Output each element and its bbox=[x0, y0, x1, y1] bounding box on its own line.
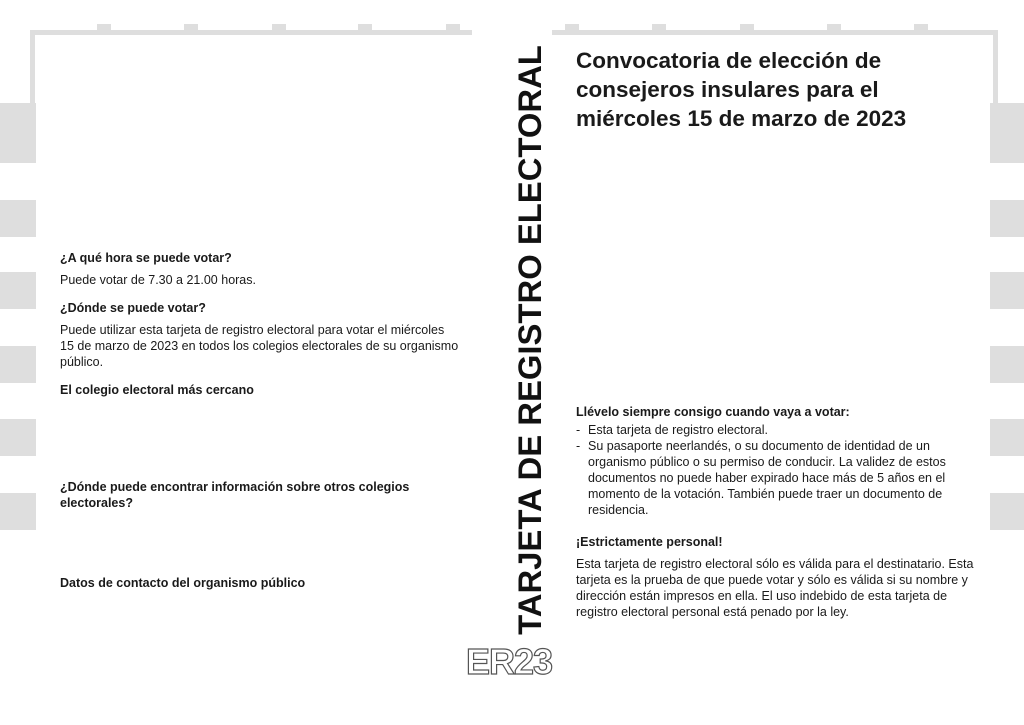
frame-left-edge bbox=[30, 30, 35, 108]
side-tab-left bbox=[0, 200, 36, 237]
voting-place-answer: Puede utilizar esta tarjeta de registro electoral para votar el miércoles 15 de marzo de 2023 en todos los colegios electorales de su organismo público. bbox=[60, 323, 459, 369]
requirements-section bbox=[576, 404, 976, 620]
contact-details-heading: Datos de contacto del organismo público bbox=[60, 576, 306, 590]
side-tab-right bbox=[990, 346, 1024, 383]
personal-heading: ¡Estrictamente personal! bbox=[576, 535, 723, 549]
card-code: ER23 bbox=[466, 641, 553, 682]
frame-tick bbox=[184, 24, 198, 32]
frame-top-right bbox=[552, 30, 998, 35]
card-spine-title: TARJETA DE REGISTRO ELECTORAL bbox=[511, 45, 548, 635]
carry-list bbox=[576, 422, 976, 518]
frame-tick bbox=[914, 24, 928, 32]
side-tab-left bbox=[0, 346, 36, 383]
frame-tick bbox=[740, 24, 754, 32]
voting-info-section bbox=[60, 250, 460, 591]
nearest-polling-station-heading: El colegio electoral más cercano bbox=[60, 383, 254, 397]
carry-heading: Llévelo siempre consigo cuando vaya a votar: bbox=[576, 405, 850, 419]
side-tab-left bbox=[0, 103, 36, 163]
voting-hours-answer: Puede votar de 7.30 a 21.00 horas. bbox=[60, 273, 256, 287]
frame-tick bbox=[652, 24, 666, 32]
election-title: Convocatoria de elección de consejeros insulares para el miércoles 15 de marzo de 2023 bbox=[576, 48, 907, 131]
side-tab-left bbox=[0, 272, 36, 309]
voting-hours-question: ¿A qué hora se puede votar? bbox=[60, 251, 232, 265]
side-tab-right bbox=[990, 419, 1024, 456]
list-item: - Su pasaporte neerlandés, o su documento de identidad de un organismo público o su permiso de conducir. La validez de estos documentos no puede haber expirado hace más de 5 años en el momento de la votación. También puede traer un documento de residencia. bbox=[576, 438, 976, 518]
frame-right-edge bbox=[993, 30, 998, 108]
frame-tick bbox=[97, 24, 111, 32]
list-item: - Esta tarjeta de registro electoral. bbox=[576, 422, 976, 438]
other-stations-question: ¿Dónde puede encontrar información sobre otros colegios electorales? bbox=[60, 480, 410, 510]
side-tab-right bbox=[990, 272, 1024, 309]
frame-tick bbox=[446, 24, 460, 32]
frame-tick bbox=[827, 24, 841, 32]
voting-place-question: ¿Dónde se puede votar? bbox=[60, 301, 206, 315]
frame-tick bbox=[272, 24, 286, 32]
side-tab-left bbox=[0, 419, 36, 456]
frame-tick bbox=[565, 24, 579, 32]
side-tab-left bbox=[0, 493, 36, 530]
side-tab-right bbox=[990, 493, 1024, 530]
side-tab-right bbox=[990, 103, 1024, 163]
side-tab-right bbox=[990, 200, 1024, 237]
personal-text: Esta tarjeta de registro electoral sólo es válida para el destinatario. Esta tarjeta es la prueba de que puede votar y sólo es válida si su nombre y dirección están impresos en ella. El uso indebido de esta tarjeta de registro electoral personal está penado por la ley. bbox=[576, 557, 974, 619]
frame-tick bbox=[358, 24, 372, 32]
